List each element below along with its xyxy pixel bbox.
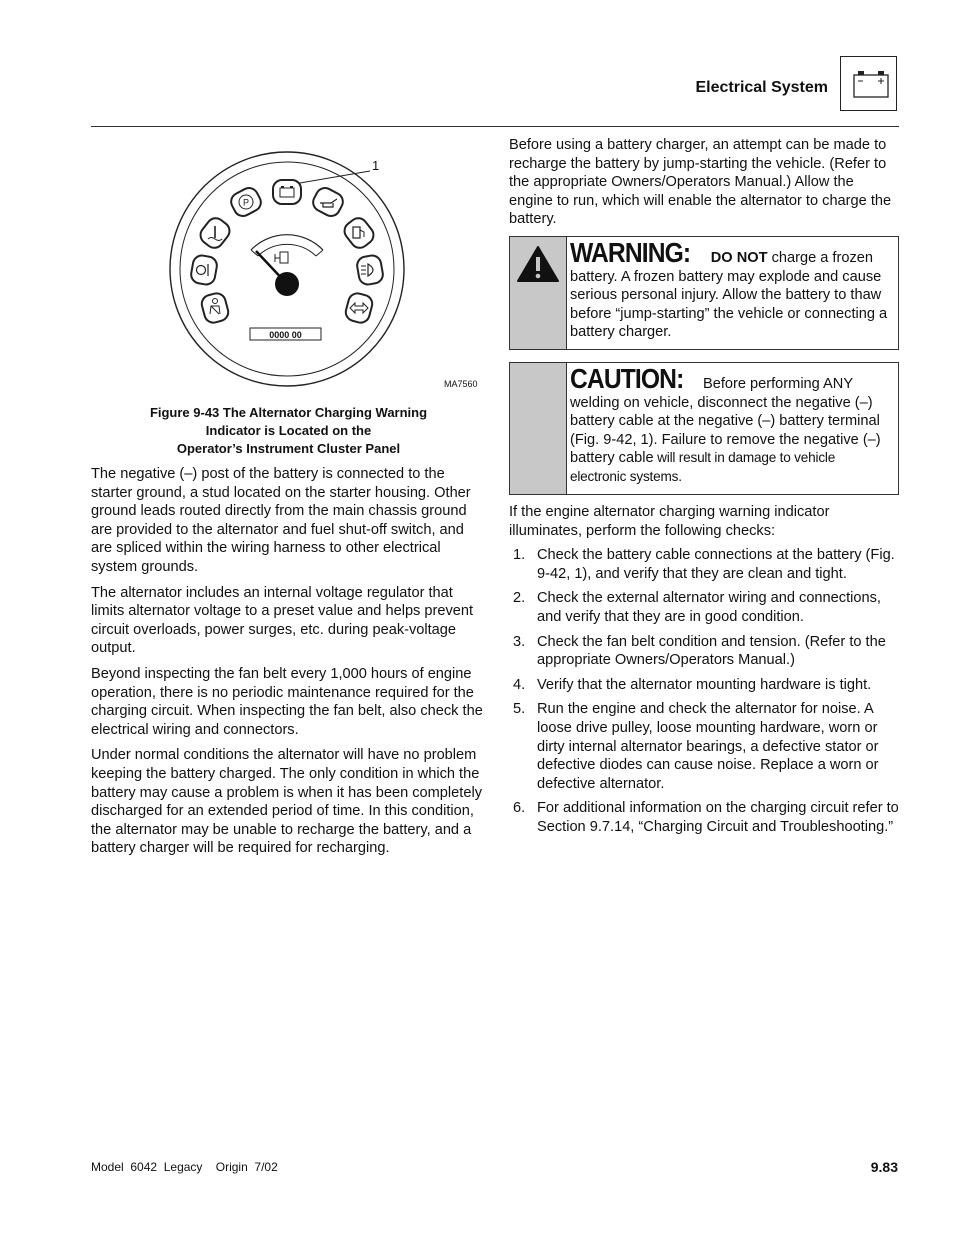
instrument-cluster-figure (91, 138, 486, 398)
warning-sidebar (510, 237, 567, 349)
paragraph: Under normal conditions the alternator will have no problem keeping the battery charged. The only condition in which the battery may cause a problem is when it has been completely discharged for an extended period of time. In this condition, the alternator may be unable to recharge the battery, and a battery charger will be required for recharging. (91, 747, 482, 857)
caution-box (509, 362, 899, 495)
section-title: Electrical System (695, 79, 828, 96)
odometer-readout: 0000 00 (269, 330, 302, 340)
item-text: For additional information on the charging circuit refer to Section 9.7.14, “Charging Circuit and Troubleshooting.” (537, 800, 899, 835)
warning-lead: DO NOT (710, 250, 768, 266)
item-number: 1. (513, 547, 526, 564)
footer-model-info: Model 6042 Legacy Origin 7/02 (91, 1160, 278, 1174)
figure-id: MA7560 (444, 379, 478, 389)
header-divider (91, 126, 899, 127)
checks-intro: If the engine alternator charging warning indicator illuminates, perform the following checks: (509, 504, 830, 539)
item-text: Run the engine and check the alternator for noise. A loose drive pulley, loose mounting hardware, worn or dirty internal alternator bearings, a defective stator or defective diodes can cause noise. Replace a worn or defective alternator. (537, 701, 879, 792)
item-text: Check the external alternator wiring and connections, and verify that they are in good condition. (537, 590, 881, 625)
caption-line: Operator’s Instrument Cluster Panel (176, 441, 401, 456)
list-item (509, 700, 901, 793)
warning-box (509, 236, 899, 350)
list-item (509, 589, 901, 626)
warning-text: charge a frozen battery. A frozen battery may explode and cause serious personal injury. Allow the battery to thaw before “jump-starting” the vehicle or connecting a battery charger. (570, 250, 888, 341)
item-number: 4. (513, 676, 526, 693)
list-item (509, 633, 901, 670)
left-column (91, 465, 486, 865)
caution-tail: will result in damage to vehicle electronic systems. (570, 450, 836, 484)
list-item (509, 799, 901, 836)
item-number: 5. (513, 701, 526, 718)
list-item (509, 546, 901, 583)
checks-list (509, 546, 901, 836)
caution-text: Before performing ANY welding on vehicle, disconnect the negative (–) battery cable at the negative (–) battery terminal (Fig. 9-42, 1). Failure to remove the negative (–) battery cable (570, 376, 881, 467)
caution-sidebar (510, 363, 567, 494)
gear-temperature-icon (190, 254, 218, 286)
caution-heading: CAUTION: (570, 363, 684, 394)
list-item (509, 676, 901, 695)
right-intro (509, 136, 901, 229)
item-text: Check the fan belt condition and tension. (Refer to the appropriate Owners/Operators Manual.) (537, 633, 886, 669)
figure-caption (91, 404, 486, 458)
battery-icon (273, 180, 301, 204)
svg-text:P: P (242, 197, 250, 208)
item-number: 2. (513, 590, 526, 607)
paragraph: The negative (–) post of the battery is connected to the starter ground, a stud located on the starter housing. Other ground leads routed directly from the main chassis ground are provided to the alternator and fuel shut-off switch, and are spliced within the wiring harness to other electrical system grounds. (91, 466, 471, 575)
page-number: 9.83 (870, 1159, 898, 1175)
item-text: Check the battery cable connections at the battery (Fig. 9-42, 1), and verify that they are clean and tight. (537, 547, 895, 582)
warning-triangle-icon (518, 247, 558, 281)
caption-line: Figure 9-43 The Alternator Charging Warning (149, 405, 428, 420)
checks-section (509, 503, 901, 843)
caption-line: Indicator is Located on the (205, 423, 372, 438)
headlight-icon (356, 254, 384, 286)
paragraph: The alternator includes an internal voltage regulator that limits alternator voltage to a preset value and helps prevent circuit overloads, power surges, etc. during peak-voltage output. (91, 584, 474, 657)
warning-heading: WARNING: (570, 237, 691, 268)
item-number: 6. (513, 800, 526, 817)
item-text: Verify that the alternator mounting hardware is tight. (537, 676, 872, 693)
item-number: 3. (513, 633, 526, 650)
paragraph: Before using a battery charger, an attempt can be made to recharge the battery by jump-starting the vehicle. (Refer to the appropriate Owners/Operators Manual.) Allow the engine to run, which will enable the alternator to charge the battery. (509, 137, 892, 228)
callout-number: 1 (372, 158, 380, 173)
battery-section-icon (840, 56, 897, 111)
paragraph: Beyond inspecting the fan belt every 1,000 hours of engine operation, there is no periodic maintenance required for the charging circuit. When inspecting the fan belt, also check the electrical wiring and connectors. (91, 665, 483, 738)
